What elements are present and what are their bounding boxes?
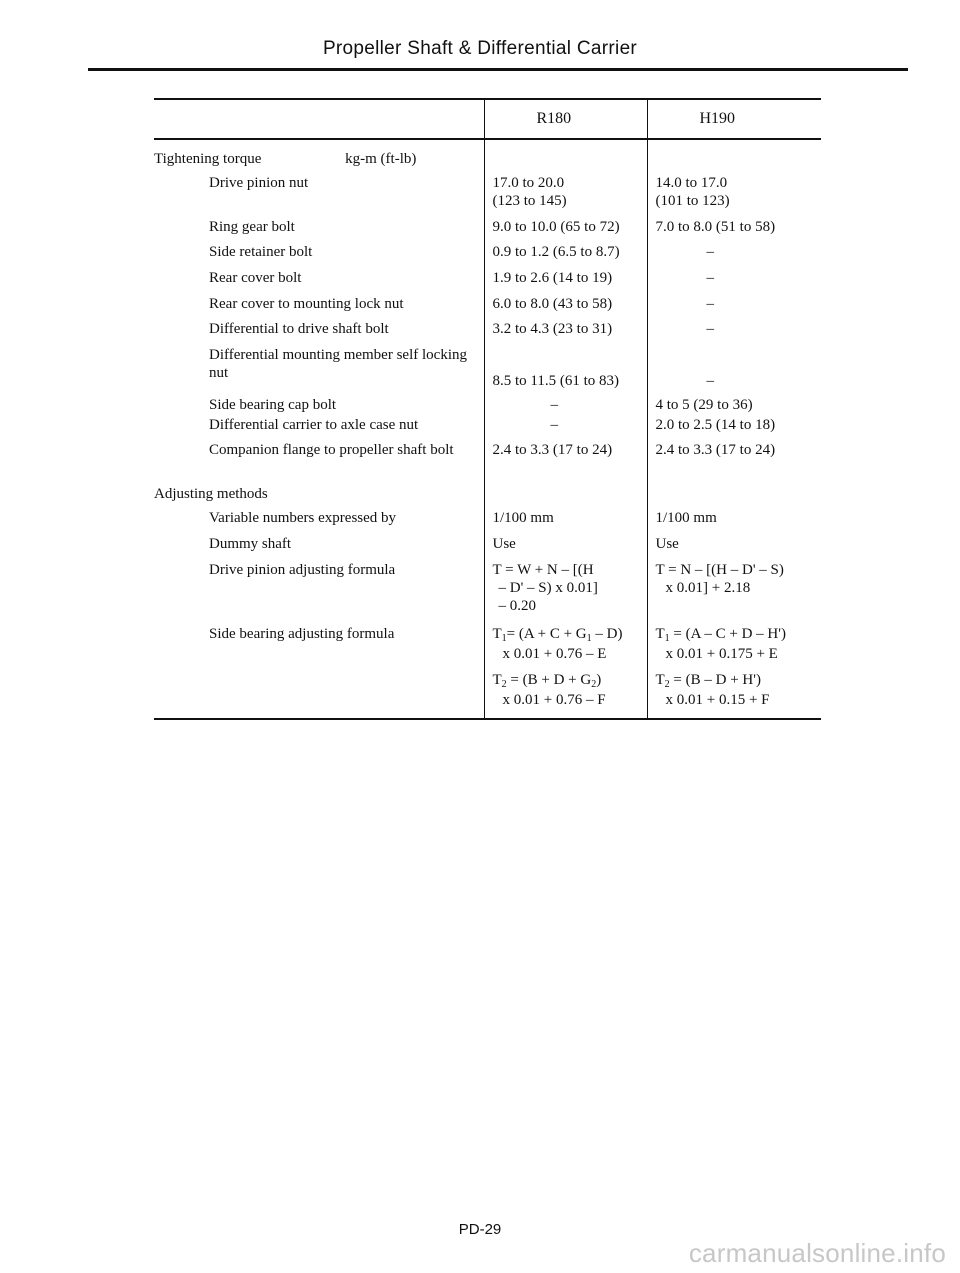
row-label: Side retainer bolt [209, 244, 313, 260]
table-row [154, 320, 821, 346]
h190-value: 14.0 to 17.0 [655, 175, 728, 191]
h190-value: – [647, 346, 821, 390]
h190-value: – [647, 243, 821, 269]
row-label: Rear cover to mounting lock nut [209, 296, 404, 312]
r180-value: 17.0 to 20.0 [492, 175, 565, 191]
row-label: nut [209, 365, 229, 381]
r180-value: – [484, 390, 647, 416]
table-row [154, 218, 821, 243]
table-row [154, 346, 821, 390]
row-label: Differential carrier to axle case nut [209, 417, 419, 433]
table-row [154, 625, 821, 671]
row-label: Side bearing cap bolt [209, 397, 337, 413]
h190-value: – [647, 295, 821, 320]
table-row [154, 174, 821, 218]
page-number: PD-29 [458, 1221, 502, 1238]
label-column-header [154, 99, 484, 139]
table-row [154, 509, 821, 535]
r180-value: 2.4 to 3.3 (17 to 24) [484, 441, 647, 477]
r180-value: 9.0 to 10.0 (65 to 72) [484, 218, 647, 243]
h190-value: – [647, 320, 821, 346]
h190-value: Use [647, 535, 821, 561]
table-header-row [154, 99, 821, 139]
row-label: Companion flange to propeller shaft bolt [209, 442, 454, 458]
unit-label: kg-m (ft-lb) [345, 151, 417, 167]
r180-formula-line: x 0.01 + 0.76 – F [502, 692, 606, 708]
specification-table [154, 98, 821, 720]
h190-formula-line: $T_2 = (B - D + H')$ [655, 672, 761, 690]
h190-formula-line: T = N – [(H – D' – S) [655, 562, 784, 578]
r180-value: 3.2 to 4.3 (23 to 31) [484, 320, 647, 346]
row-label: Drive pinion adjusting formula [209, 562, 396, 578]
h190-value: 4 to 5 (29 to 36) [647, 390, 821, 416]
h190-value: – [647, 269, 821, 295]
section-title: Adjusting methods [154, 486, 268, 502]
r180-value: 0.9 to 1.2 (6.5 to 8.7) [484, 243, 647, 269]
row-label: Variable numbers expressed by [209, 510, 397, 526]
r180-column-header: R180 [484, 99, 647, 139]
row-label: Ring gear bolt [209, 219, 295, 235]
r180-value: – [484, 416, 647, 441]
watermark: carmanualsonline.info [688, 1238, 946, 1268]
row-label: Differential mounting member self locking [209, 347, 467, 363]
h190-formula-line: x 0.01 + 0.175 + E [665, 646, 778, 662]
h190-formula-line: $T_1 = (A - C + D - H')$ [655, 626, 786, 644]
r180-formula-line: – 0.20 [498, 598, 536, 614]
r180-value: (123 to 145) [492, 193, 567, 209]
r180-value: 8.5 to 11.5 (61 to 83) [484, 346, 647, 390]
r180-formula-line: $T_2 = (B + D + G_2)$ [492, 672, 602, 690]
table-row [154, 295, 821, 320]
row-label: Drive pinion nut [209, 175, 309, 191]
r180-formula-line: T = W + N – [(H [492, 562, 594, 578]
h190-value: 7.0 to 8.0 (51 to 58) [647, 218, 821, 243]
h190-value: (101 to 123) [655, 193, 730, 209]
table-row [154, 390, 821, 416]
h190-value: 1/100 mm [647, 509, 821, 535]
page-header-title: Propeller Shaft & Differential Carrier [322, 38, 638, 59]
r180-value: 6.0 to 8.0 (43 to 58) [484, 295, 647, 320]
r180-formula-line: $T_1= (A + C + G_1 - D)$ [492, 626, 623, 644]
h190-value: 2.0 to 2.5 (14 to 18) [647, 416, 821, 441]
row-label: Dummy shaft [209, 536, 292, 552]
table-row [154, 269, 821, 295]
table-row [154, 416, 821, 441]
r180-value: 1.9 to 2.6 (14 to 19) [484, 269, 647, 295]
row-label: Differential to drive shaft bolt [209, 321, 389, 337]
table-row [154, 535, 821, 561]
section-title: Tightening torque [154, 151, 262, 167]
header-rule [88, 68, 908, 71]
r180-formula-line: – D' – S) x 0.01] [498, 580, 598, 596]
table-row [154, 441, 821, 477]
table-row [154, 671, 821, 719]
r180-value: Use [484, 535, 647, 561]
h190-value: 2.4 to 3.3 (17 to 24) [647, 441, 821, 477]
table-row [154, 561, 821, 625]
h190-formula-line: x 0.01] + 2.18 [665, 580, 751, 596]
r180-value: 1/100 mm [484, 509, 647, 535]
section-tightening-torque [154, 150, 821, 174]
section-adjusting-methods [154, 477, 821, 509]
h190-column-header: H190 [647, 99, 821, 139]
h190-formula-line: x 0.01 + 0.15 + F [665, 692, 770, 708]
row-label: Rear cover bolt [209, 270, 302, 286]
row-label: Side bearing adjusting formula [209, 626, 395, 642]
r180-formula-line: x 0.01 + 0.76 – E [502, 646, 607, 662]
table-row [154, 243, 821, 269]
